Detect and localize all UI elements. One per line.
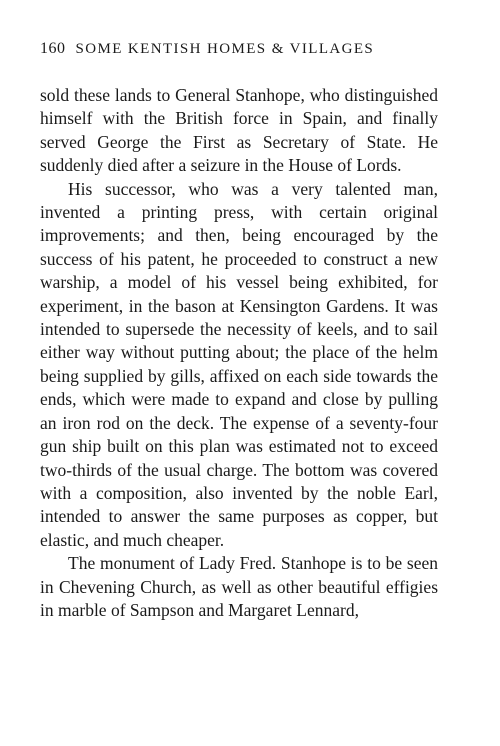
paragraph-continuation: sold these lands to General Stanhope, who distinguished himself with the British force in Spain, and finally served George the First as Secretary of State. He suddenly died after a seizure in the House of Lords.	[40, 85, 438, 176]
running-title: SOME KENTISH HOMES & VILLAGES	[75, 41, 375, 57]
paragraph-successor: His successor, who was a very talented man, invented a printing press, with certain original improvements; and then, being encouraged by the success of his patent, he proceeded to construct a new warship, a model of his vessel being exhibited, for experiment, in the bason at Kensington Gardens. It was intended to supersede the necessity of keels, and to sail either way without putting about; the place of the helm being supplied by gills, affixed on each side towards the ends, which were made to expand and close by pulling an iron rod on the deck. The expense of a seventy-four gun ship built on this plan was estimated not to exceed two-thirds of the usual charge. The bottom was covered with a composition, also invented by the noble Earl, intended to answer the same purposes as copper, but elastic, and much cheaper.	[40, 178, 438, 550]
paragraph-monument: The monument of Lady Fred. Stanhope is to be seen in Chevening Church, as well as other beautiful effigies in marble of Sampson and Margaret Lennard,	[40, 553, 438, 620]
book-page	[40, 40, 438, 622]
body-text	[40, 84, 438, 622]
running-head	[40, 40, 438, 68]
page-number: 160	[40, 40, 66, 57]
